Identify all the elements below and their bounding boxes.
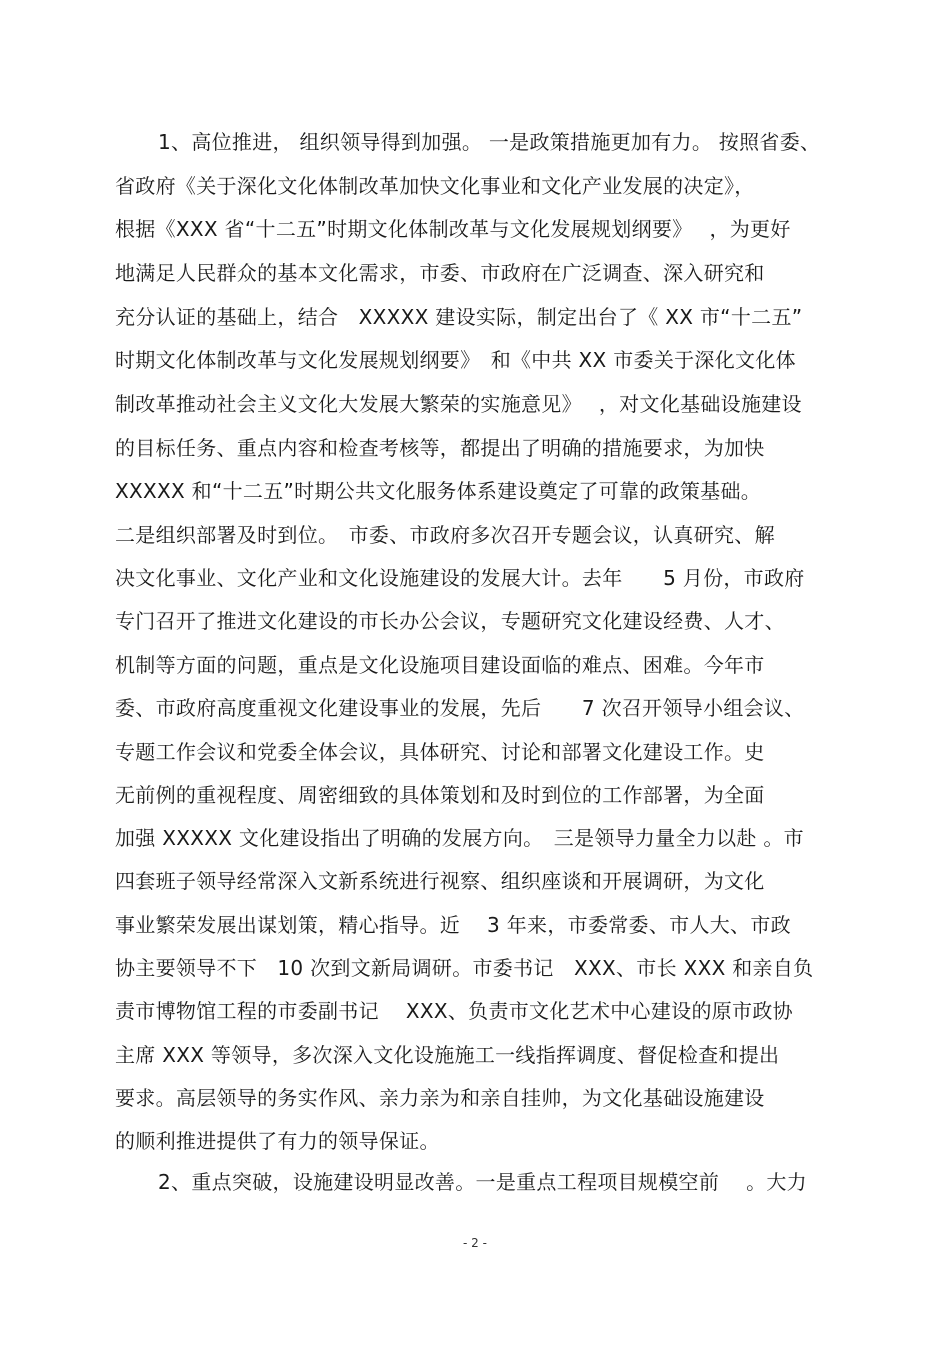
paragraph-1-line-18: 四套班子领导经常深入文新系统进行视察、组织座谈和开展调研，为文化: [115, 869, 765, 893]
paragraph-1-line-7: 制改革推动社会主义文化大发展大繁荣的实施意见》 ，对文化基础设施建设: [115, 392, 802, 416]
paragraph-1-line-22: 主席 XXX 等领导，多次深入文化设施施工一线指挥调度、督促检查和提出: [115, 1043, 780, 1067]
paragraph-1-line-1: 1、高位推进， 组织领导得到加强。 一是政策措施更加有力。 按照省委、: [158, 130, 821, 154]
paragraph-1-line-9: XXXXX 和“十二五”时期公共文化服务体系建设奠定了可靠的政策基础。: [115, 479, 762, 503]
paragraph-1-line-8: 的目标任务、重点内容和检查考核等，都提出了明确的措施要求，为加快: [115, 436, 765, 460]
paragraph-1-line-15: 专题工作会议和党委全体会议，具体研究、讨论和部署文化建设工作。史: [115, 740, 765, 764]
paragraph-1-line-12: 专门召开了推进文化建设的市长办公会议，专题研究文化建设经费、人才、: [115, 609, 785, 633]
paragraph-1-line-21: 责市博物馆工程的市委副书记 XXX、负责市文化艺术中心建设的原市政协: [115, 999, 793, 1023]
paragraph-1-line-14: 委、市政府高度重视文化建设事业的发展，先后 7 次召开领导小组会议、: [115, 696, 805, 720]
paragraph-1-line-19: 事业繁荣发展出谋划策，精心指导。近 3 年来，市委常委、市人大、市政: [115, 913, 791, 937]
paragraph-1-line-2: 省政府《关于深化文化体制改革加快文化事业和文化产业发展的决定》，: [115, 174, 755, 198]
paragraph-2-line-1: 2、重点突破，设施建设明显改善。一是重点工程项目规模空前 。大力: [158, 1170, 807, 1194]
page-number: - 2 -: [463, 1236, 487, 1250]
paragraph-1-line-4: 地满足人民群众的基本文化需求，市委、市政府在广泛调查、深入研究和: [115, 261, 765, 285]
paragraph-1-line-5: 充分认证的基础上，结合 XXXXX 建设实际，制定出台了《 XX 市“十二五”: [115, 305, 803, 329]
paragraph-1-line-23: 要求。高层领导的务实作风、亲力亲为和亲自挂帅，为文化基础设施建设: [115, 1086, 765, 1110]
paragraph-1-line-24: 的顺利推进提供了有力的领导保证。: [115, 1129, 440, 1153]
paragraph-1-line-11: 决文化事业、文化产业和文化设施建设的发展大计。去年 5 月份，市政府: [115, 566, 805, 590]
paragraph-1-line-10: 二是组织部署及时到位。 市委、市政府多次召开专题会议，认真研究、解: [115, 523, 775, 547]
paragraph-1-line-3: 根据《XXX 省“十二五”时期文化体制改革与文化发展规划纲要》 ，为更好: [115, 217, 791, 241]
paragraph-1-line-16: 无前例的重视程度、周密细致的具体策划和及时到位的工作部署，为全面: [115, 783, 765, 807]
paragraph-1-line-20: 协主要领导不下 10 次到文新局调研。市委书记 XXX、市长 XXX 和亲自负: [115, 956, 814, 980]
paragraph-1-line-6: 时期文化体制改革与文化发展规划纲要》 和《中共 XX 市委关于深化文化体: [115, 348, 796, 372]
paragraph-1-line-13: 机制等方面的问题，重点是文化设施项目建设面临的难点、困难。今年市: [115, 653, 765, 677]
paragraph-1-line-17: 加强 XXXXX 文化建设指出了明确的发展方向。 三是领导力量全力以赴 。市: [115, 826, 804, 850]
